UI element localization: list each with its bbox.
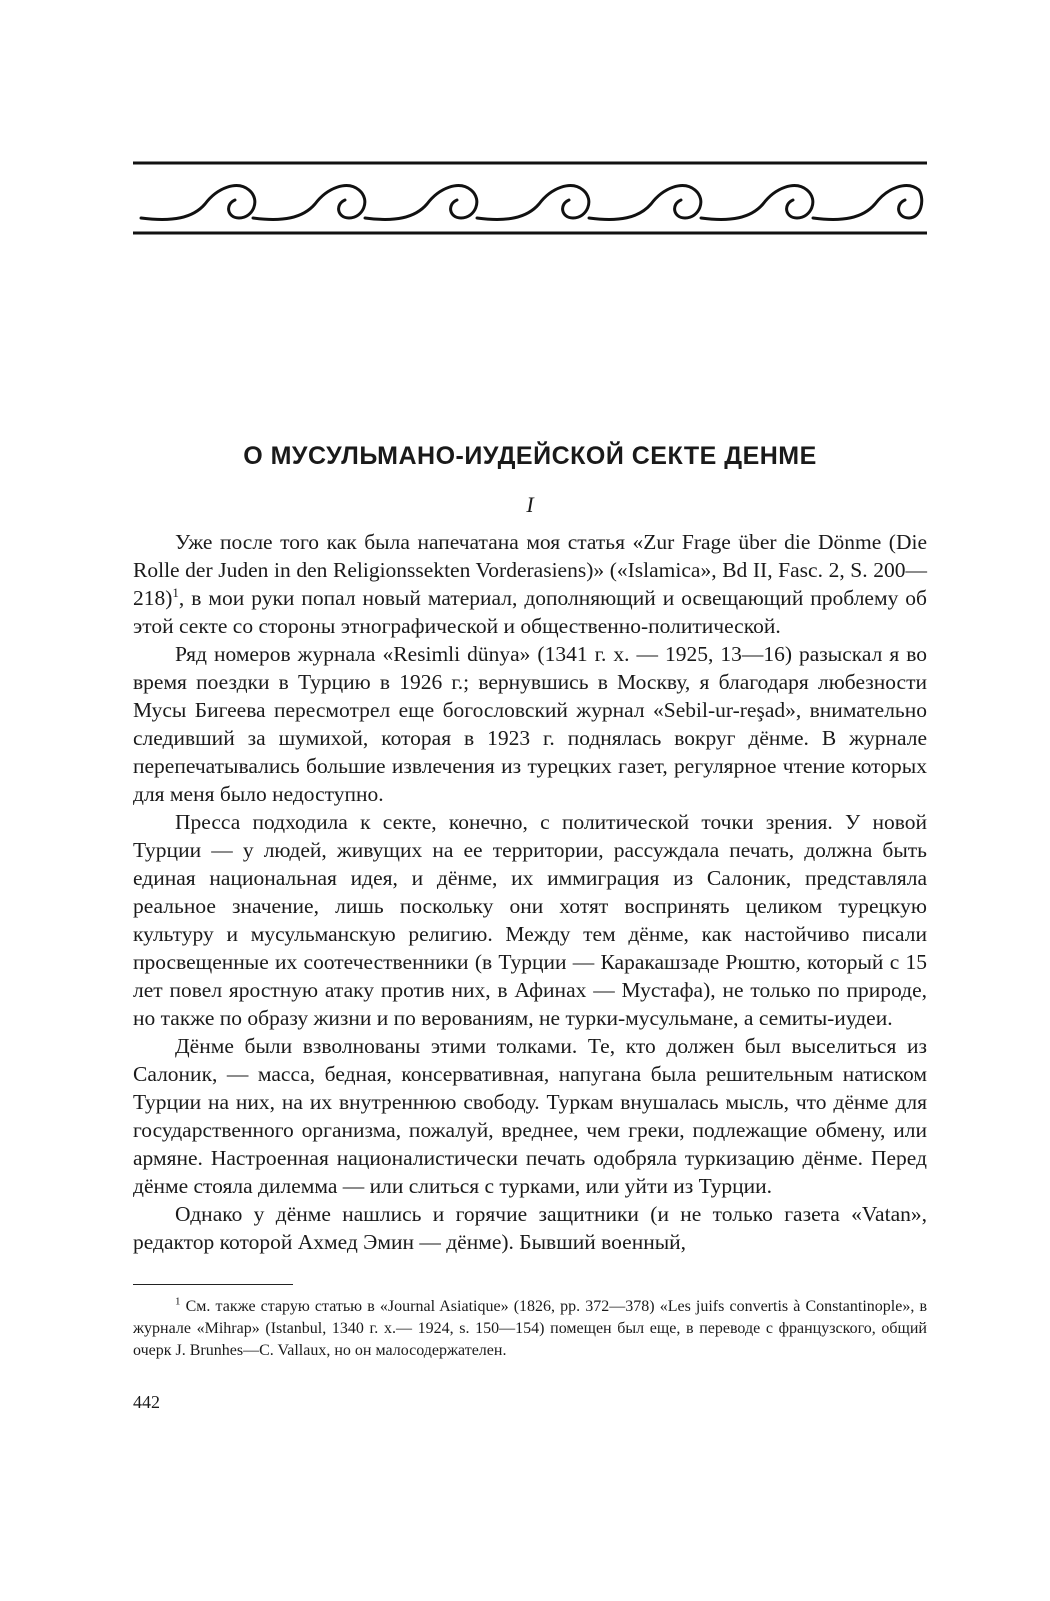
paragraph [133,528,927,640]
footnote-text: См. также старую статью в «Journal Asiatique» (1826, pp. 372—378) «Les juifs convertis à Constantinople», в журнале «Mihrap» (Istanbul, 1340 г. х.— 1924, s. 150—154) помещен был еще, в переводе с французского, общий очерк J. Brunhes—C. Vallaux, но он малосодержателен. [133,1298,928,1359]
paragraph: Дёнме были взволнованы этими толками. Те, кто должен был выселиться из Салоник, — масса, бедная, консервативная, напугана была решительным натиском Турции на них, на их внутреннюю свободу. Туркам внушалась мысль, что дёнме для государственного организма, пожалуй, вреднее, чем греки, подлежащие обмену, или армяне. Настроенная националистически печать одобряла туркизацию дёнме. Перед дёнме стояла дилемма — или слиться с турками, или уйти из Турции. [133,1034,927,1198]
page-number: 442 [133,1392,160,1412]
article-body [133,528,927,1256]
decorative-ornament-icon [133,160,927,236]
paragraph-text: Уже после того как была напечатана моя статья «Zur Frage über die Dönme (Die Rolle der Juden in den Religionssekten Vorderasiens)» («Islamica», Bd II, Fasc. 2, S. 200—218) [133,530,927,610]
footnote-ref: 1 [172,584,179,600]
paragraph-text-tail: , в мои руки попал новый материал, дополняющий и освещающий проблему об этой секте со стороны этнографической и общественно-политической. [133,586,927,638]
paragraph: Пресса подходила к секте, конечно, с политической точки зрения. У новой Турции — у людей, живущих на ее территории, рассуждала печать, должна быть единая национальная идея, и дёнме, их иммиграция из Салоник, представляла реальное значение, лишь поскольку они хотят воспринять целиком турецкую культуру и мусульманскую религию. Между тем дёнме, как настойчиво писали просвещенные их соотечественники (в Турции — Каракашзаде Рюштю, который с 15 лет повел яростную атаку против них, в Афинах — Мустафа), не только по природе, но также по образу жизни и по верованиям, не турки-мусульмане, а семиты-иудеи. [133,810,927,1030]
article-title: О МУСУЛЬМАНО-ИУДЕЙСКОЙ СЕКТЕ ДЕНМЕ [243,442,817,470]
paragraph: Однако у дёнме нашлись и горячие защитники (и не только газета «Vatan», редактор которой Ахмед Эмин — дёнме). Бывший военный, [133,1202,927,1254]
footnote-marker: 1 [175,1295,181,1308]
footnote-divider [133,1284,293,1285]
footnote [133,1296,927,1362]
paragraph: Ряд номеров журнала «Resimli dünya» (1341 г. х. — 1925, 13—16) разыскал я во время поездки в Турцию в 1926 г.; вернувшись в Москву, я благодаря любезности Мусы Бигеева пересмотрел еще богословский журнал «Sebil-ur-reşad», внимательно следивший за шумихой, которая в 1923 г. поднялась вокруг дёнме. В журнале перепечатывались большие извлечения из турецких газет, регулярное чтение которых для меня было недоступно. [133,642,927,806]
section-number: I [526,492,534,517]
